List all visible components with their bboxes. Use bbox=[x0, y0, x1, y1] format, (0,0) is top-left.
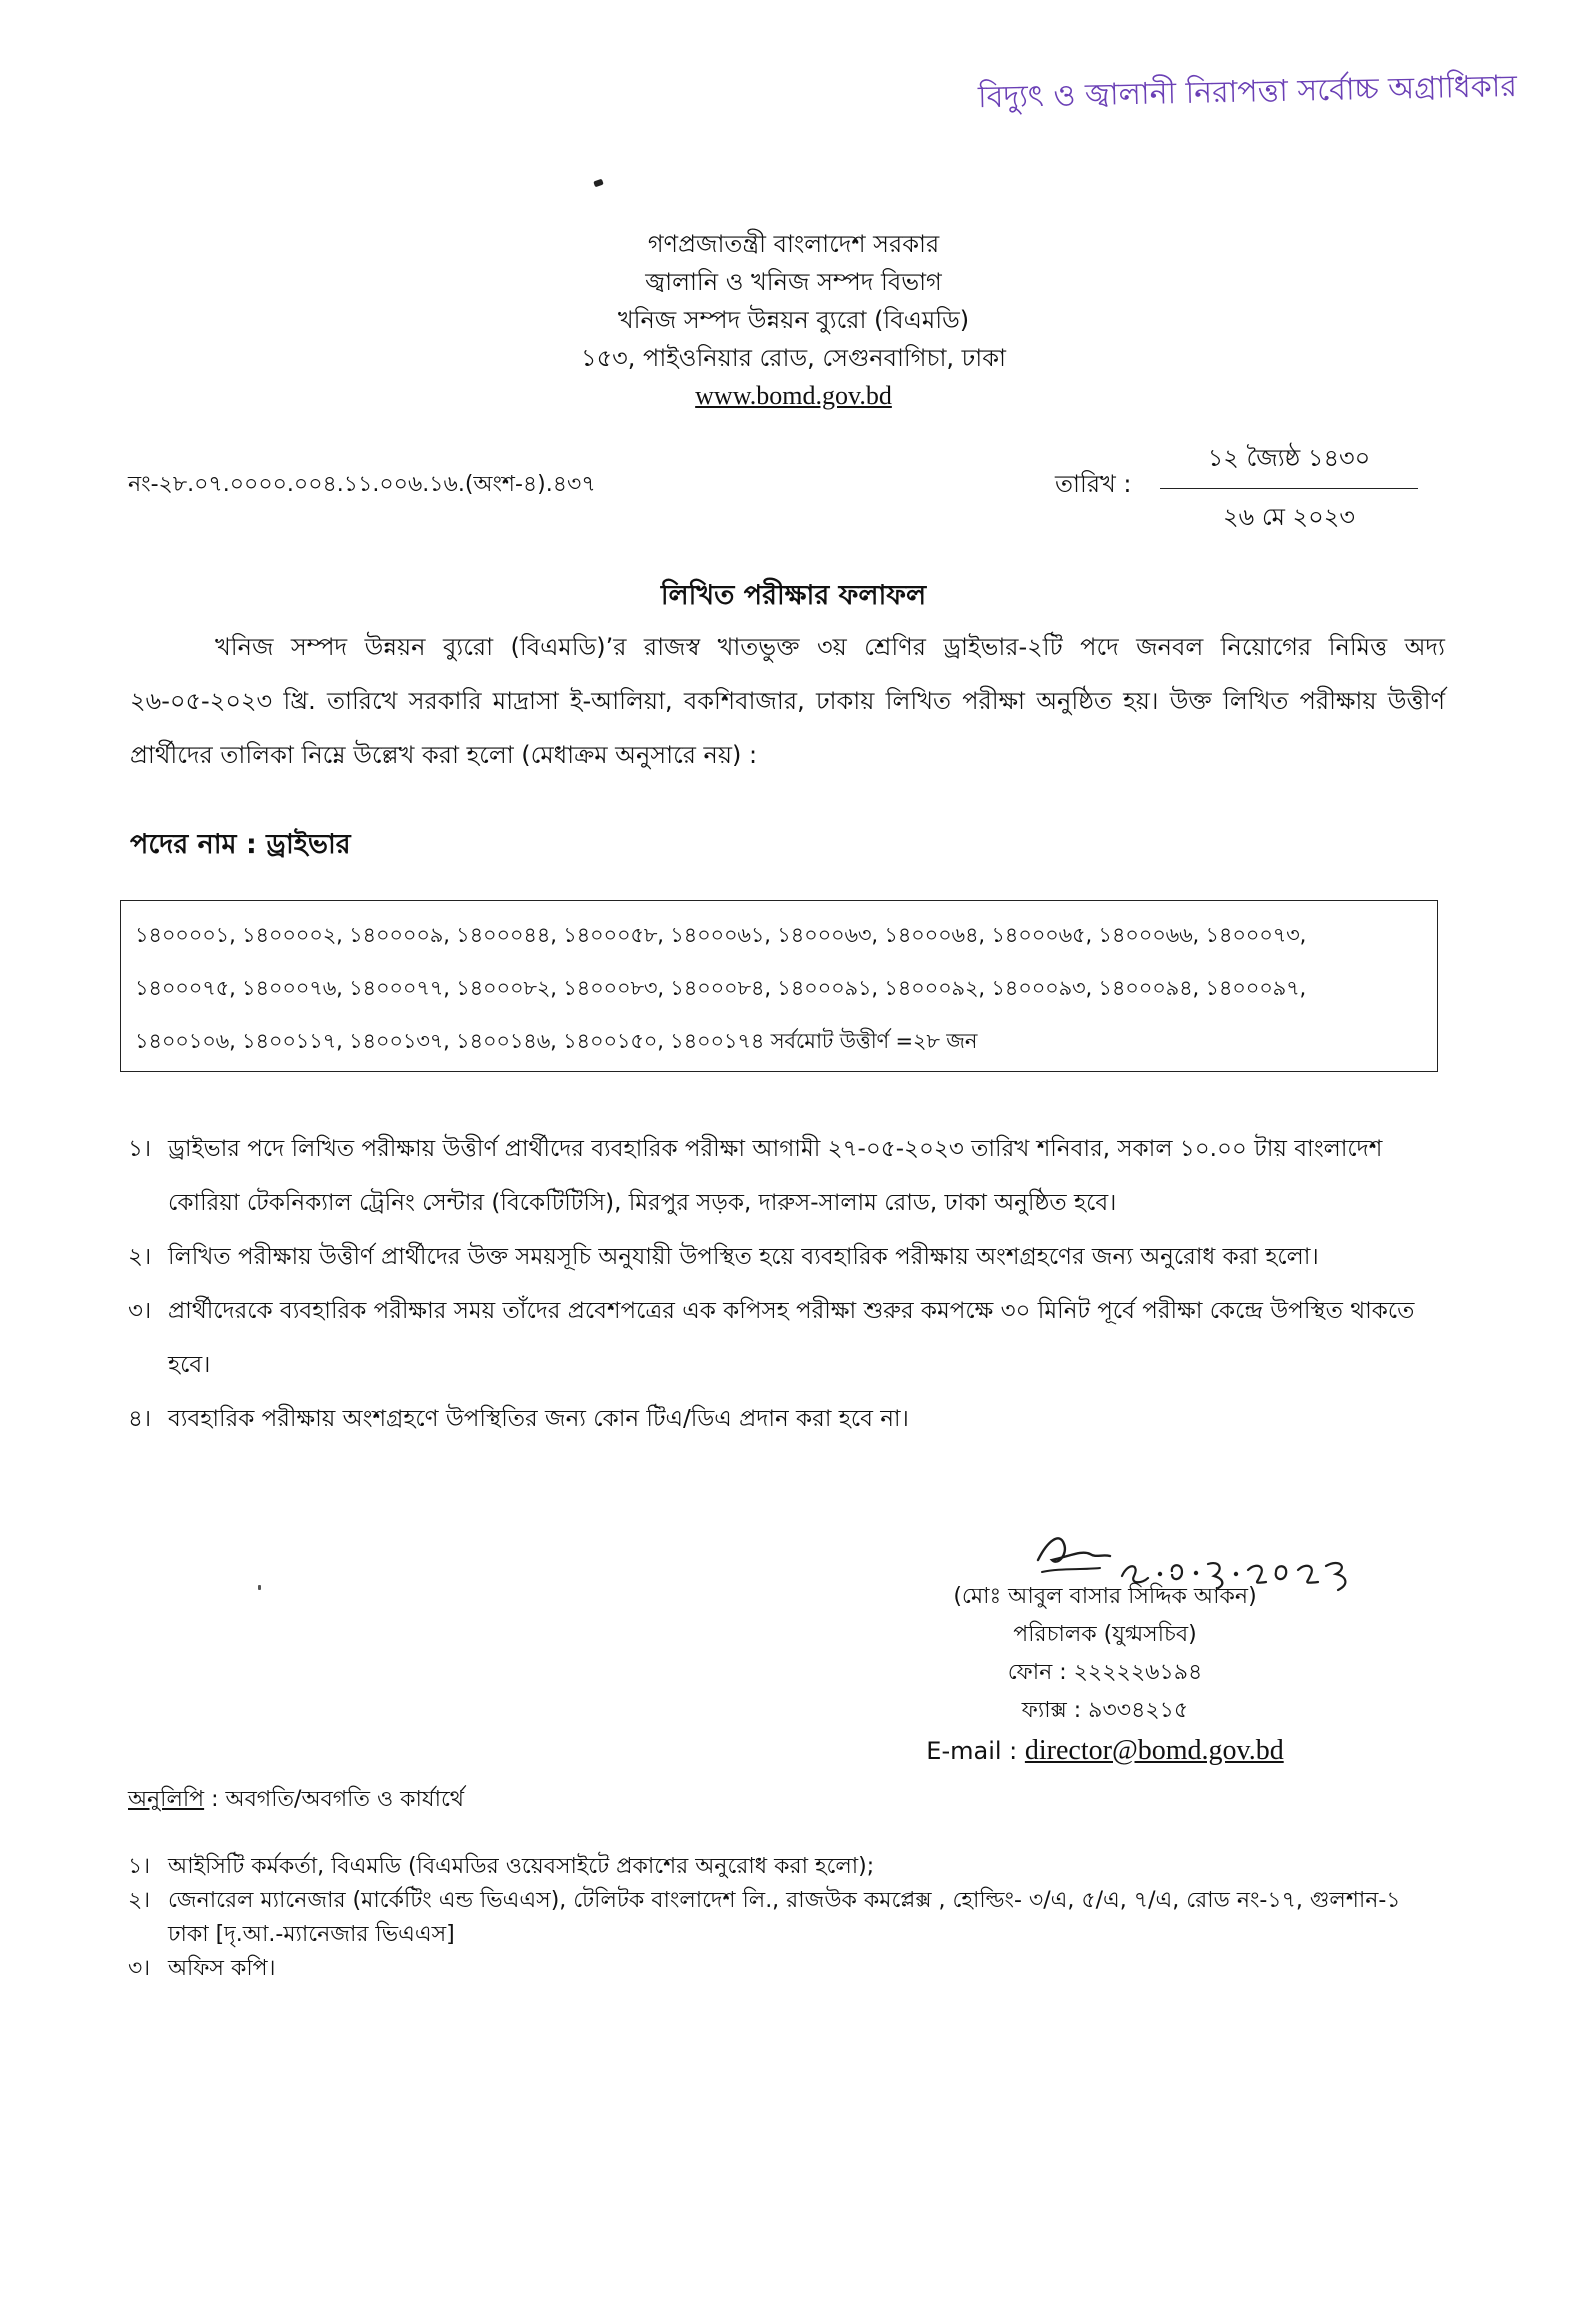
ink-speck bbox=[593, 179, 604, 188]
instruction-number: ২। bbox=[128, 1244, 152, 1270]
cc-item bbox=[128, 1952, 1428, 1986]
cc-heading bbox=[128, 1782, 464, 1819]
instruction-number: ৩। bbox=[128, 1298, 152, 1324]
office-address: ১৫৩, পাইওনিয়ার রোড, সেগুনবাগিচা, ঢাকা bbox=[581, 344, 1006, 372]
intro-paragraph: খনিজ সম্পদ উন্নয়ন ব্যুরো (বিএমডি)’র রাজস্ব খাতভুক্ত ৩য় শ্রেণির ড্রাইভার-২টি পদে জনবল নিয়োগের নিমিত্ত অদ্য ২৬-০৫-২০২৩ খ্রি. তারিখে সরকারি মাদ্রাসা ই-আলিয়া, বকশিবাজার, ঢাকায় লিখিত পরীক্ষা অনুষ্ঠিত হয়। উক্ত লিখিত পরীক্ষায় উত্তীর্ণ প্রার্থীদের তালিকা নিম্নে উল্লেখ করা হলো (মেধাক্রম অনুসারে নয়) : bbox=[130, 633, 1445, 769]
instruction-text: ড্রাইভার পদে লিখিত পরীক্ষায় উত্তীর্ণ প্রার্থীদের ব্যবহারিক পরীক্ষা আগামী ২৭-০৫-২০২৩ তারিখ শনিবার, সকাল ১০.০০ টায় বাংলাদেশ কোরিয়া টেকনিক্যাল ট্রেনিং সেন্টার (বিকেটিটিসি), মিরপুর সড়ক, দারুস-সালাম রোড, ঢাকা অনুষ্ঠিত হবে। bbox=[168, 1136, 1383, 1216]
bureau-name: খনিজ সম্পদ উন্নয়ন ব্যুরো (বিএমডি) bbox=[617, 306, 970, 334]
date-bangla: ১২ জ্যৈষ্ঠ ১৪৩০ bbox=[1160, 440, 1418, 489]
date-block bbox=[1160, 440, 1418, 539]
cc-item bbox=[128, 1850, 1428, 1884]
cc-label: অনুলিপি bbox=[128, 1787, 205, 1812]
instruction-item bbox=[128, 1284, 1458, 1392]
email-line bbox=[870, 1732, 1340, 1770]
roll-number-box bbox=[120, 900, 1438, 1072]
instruction-text: লিখিত পরীক্ষায় উত্তীর্ণ প্রার্থীদের উক্ত সময়সূচি অনুযায়ী উপস্থিত হয়ে ব্যবহারিক পরীক্ষায় অংশগ্রহণের জন্য অনুরোধ করা হলো। bbox=[168, 1244, 1319, 1270]
roll-line: ১৪০০০৭৫, ১৪০০০৭৬, ১৪০০০৭৭, ১৪০০০৮২, ১৪০০০৮৩, ১৪০০০৮৪, ১৪০০০৯১, ১৪০০০৯২, ১৪০০০৯৩, ১৪০০০৯৪, ১৪০০০৯৭, bbox=[135, 976, 1307, 1000]
roll-line: ১৪০০১০৬, ১৪০০১১৭, ১৪০০১৩৭, ১৪০০১৪৬, ১৪০০১৫০, ১৪০০১৭৪ সর্বমোট উত্তীর্ণ =২৮ জন bbox=[135, 1029, 978, 1053]
cc-purpose: : অবগতি/অবগতি ও কার্যার্থে bbox=[211, 1787, 465, 1812]
instruction-number: ৪। bbox=[128, 1406, 152, 1432]
instruction-text: ব্যবহারিক পরীক্ষায় অংশগ্রহণে উপস্থিতির জন্য কোন টিএ/ডিএ প্রদান করা হবে না। bbox=[168, 1406, 909, 1432]
instruction-text: প্রার্থীদেরকে ব্যবহারিক পরীক্ষার সময় তাঁদের প্রবেশপত্রের এক কপিসহ পরীক্ষা শুরুর কমপক্ষে ৩০ মিনিট পূর্বে পরীক্ষা কেন্দ্রে উপস্থিত থাকতে হবে। bbox=[168, 1298, 1415, 1378]
signatory-designation: পরিচালক (যুগ্মসচিব) bbox=[1013, 1622, 1197, 1647]
cc-text: জেনারেল ম্যানেজার (মার্কেটিং এন্ড ভিএএস), টেলিটক বাংলাদেশ লি., রাজউক কমপ্লেক্স , হোল্ডিং- ৩/এ, ৫/এ, ৭/এ, রোড নং-১৭, গুলশান-১ ঢাকা [দৃ.আ.-ম্যানেজার ভিএএস] bbox=[168, 1888, 1401, 1947]
cc-item bbox=[128, 1884, 1428, 1952]
phone-number: ফোন : ২২২২২৬১৯৪ bbox=[1007, 1660, 1203, 1685]
govt-name: গণপ্রজাতন্ত্রী বাংলাদেশ সরকার bbox=[647, 230, 940, 258]
letterhead bbox=[0, 225, 1587, 415]
instruction-item bbox=[128, 1230, 1458, 1284]
instructions-list bbox=[128, 1122, 1458, 1446]
date-label: তারিখ : bbox=[1055, 470, 1132, 498]
cc-number: ৩। bbox=[128, 1956, 151, 1981]
slogan: বিদ্যুৎ ও জ্বালানী নিরাপত্তা সর্বোচ্চ অগ্রাধিকার bbox=[977, 69, 1518, 116]
website-link[interactable]: www.bomd.gov.bd bbox=[695, 381, 892, 410]
cc-number: ১। bbox=[128, 1854, 151, 1879]
roll-line: ১৪০০০০১, ১৪০০০০২, ১৪০০০০৯, ১৪০০০৪৪, ১৪০০০৫৮, ১৪০০০৬১, ১৪০০০৬৩, ১৪০০০৬৪, ১৪০০০৬৫, ১৪০০০৬৬, ১৪০০০৭৩, bbox=[135, 923, 1307, 947]
division-name: জ্বালানি ও খনিজ সম্পদ বিভাগ bbox=[645, 268, 942, 296]
signatory-name: (মোঃ আবুল বাসার সিদ্দিক আকন) bbox=[953, 1584, 1257, 1609]
fax-number: ফ্যাক্স : ৯৩৩৪২১৫ bbox=[1021, 1698, 1189, 1723]
ink-speck bbox=[258, 1585, 261, 1590]
instruction-item bbox=[128, 1122, 1458, 1230]
signature-block bbox=[870, 1578, 1340, 1770]
cc-text: আইসিটি কর্মকর্তা, বিএমডি (বিএমডির ওয়েবসাইটে প্রকাশের অনুরোধ করা হলো); bbox=[168, 1854, 875, 1879]
cc-list bbox=[128, 1850, 1428, 1986]
email-label: E-mail : bbox=[926, 1737, 1018, 1765]
instruction-number: ১। bbox=[128, 1136, 152, 1162]
memo-number: নং-২৮.০৭.০০০০.০০৪.১১.০০৬.১৬.(অংশ-৪).৪৩৭ bbox=[128, 472, 596, 497]
date-gregorian: ২৬ মে ২০২৩ bbox=[1223, 503, 1355, 531]
cc-text: অফিস কপি। bbox=[168, 1956, 276, 1981]
email-link[interactable]: director@bomd.gov.bd bbox=[1024, 1735, 1284, 1766]
instruction-item bbox=[128, 1392, 1458, 1446]
post-name: পদের নাম : ড্রাইভার bbox=[130, 829, 351, 860]
cc-number: ২। bbox=[128, 1888, 151, 1913]
document-title: লিখিত পরীক্ষার ফলাফল bbox=[660, 580, 927, 611]
